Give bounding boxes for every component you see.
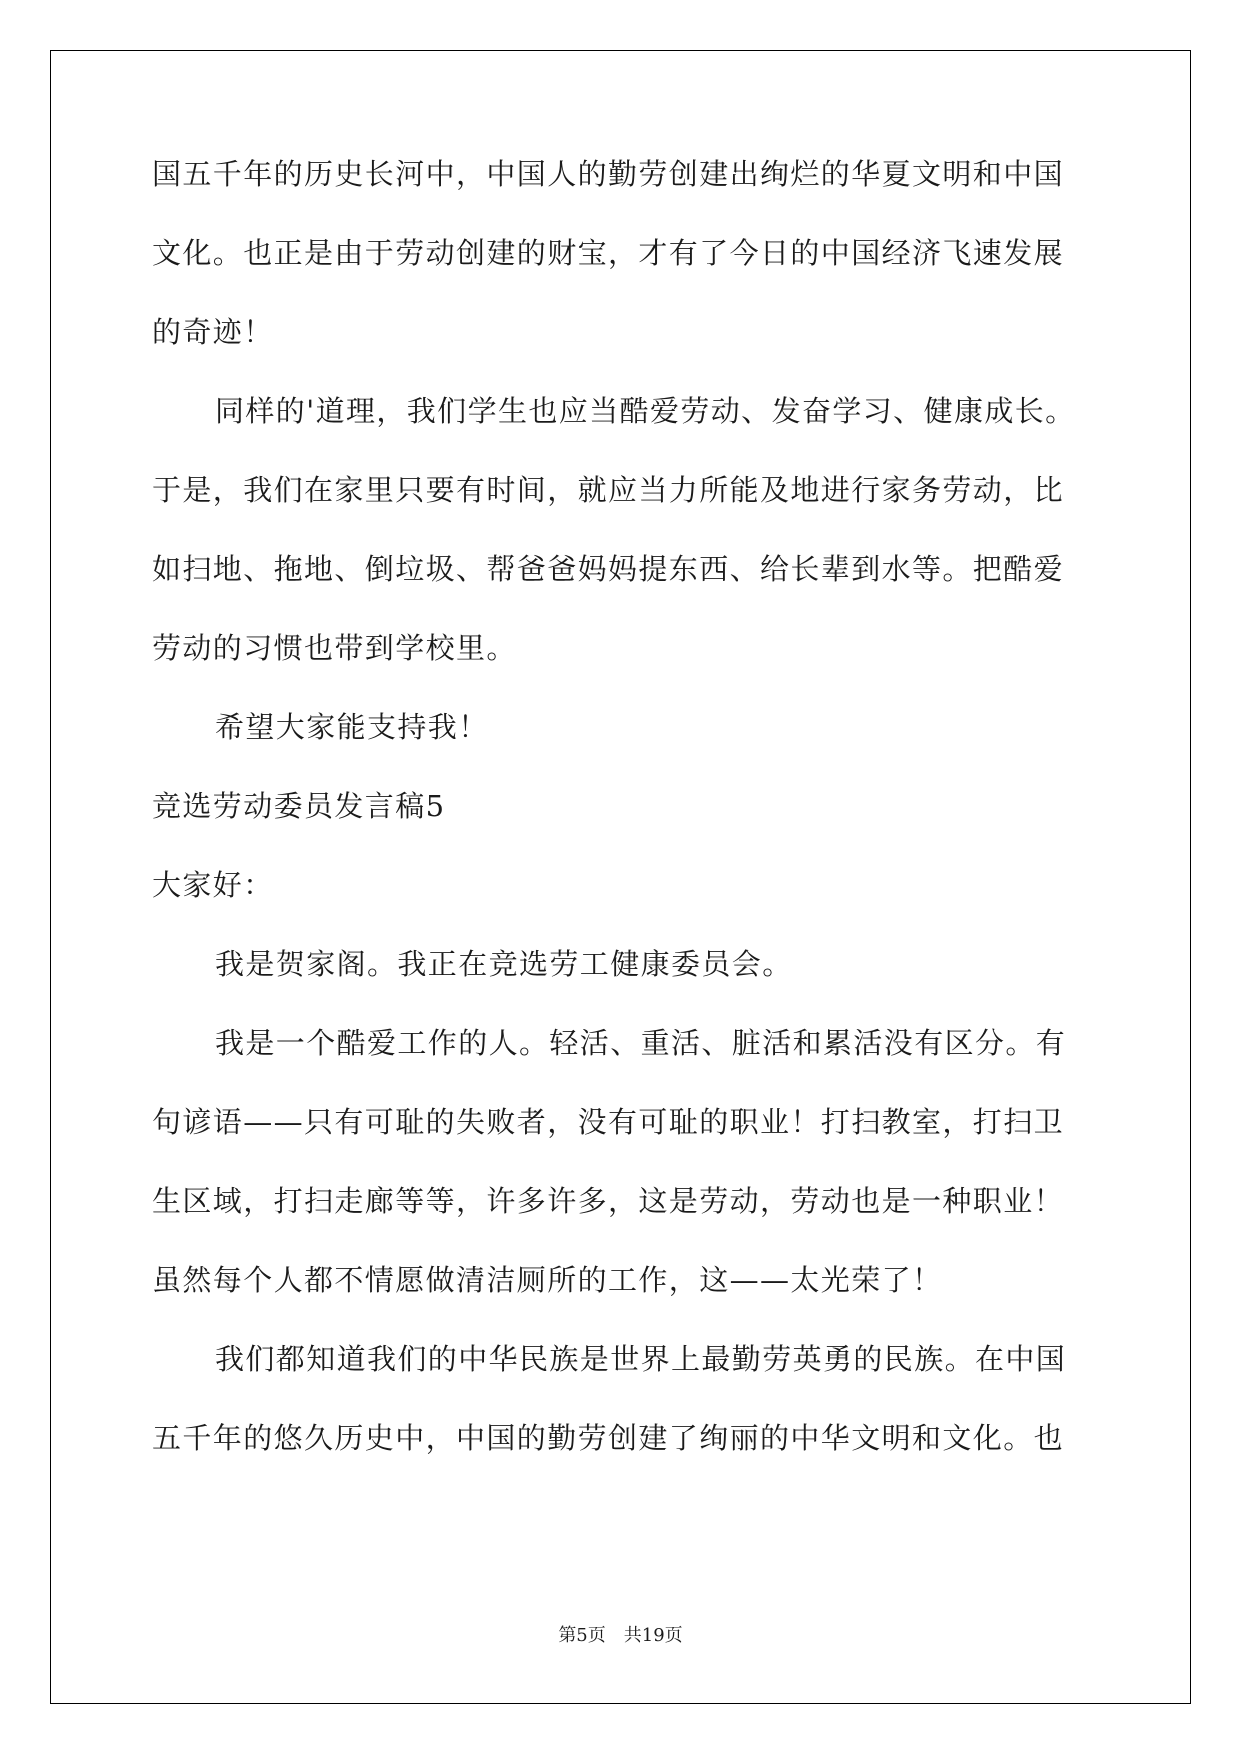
text-line: 文化。也正是由于劳动创建的财宝，才有了今日的中国经济飞速发展 [152, 236, 1065, 270]
page-number: 第5页 共19页 [558, 1625, 683, 1646]
salutation: 大家好： [152, 868, 274, 902]
text-line: 句谚语——只有可耻的失败者，没有可耻的职业！打扫教室，打扫卫 [152, 1105, 1065, 1139]
text-line: 国五千年的历史长河中，中国人的勤劳创建出绚烂的华夏文明和中国 [152, 157, 1065, 191]
text-line: 的奇迹！ [152, 315, 274, 349]
text-line: 同样的'道理，我们学生也应当酷爱劳动、发奋学习、健康成长。 [215, 394, 1076, 428]
text-line: 虽然每个人都不情愿做清洁厕所的工作，这——太光荣了！ [152, 1263, 943, 1297]
section-heading: 竞选劳动委员发言稿5 [152, 789, 446, 823]
text-line: 我是贺家阁。我正在竞选劳工健康委员会。 [215, 947, 793, 981]
text-line: 如扫地、拖地、倒垃圾、帮爸爸妈妈提东西、给长辈到水等。把酷爱 [152, 552, 1065, 586]
text-line: 劳动的习惯也带到学校里。 [152, 631, 517, 665]
text-line: 希望大家能支持我！ [215, 710, 489, 744]
text-line: 我是一个酷爱工作的人。轻活、重活、脏活和累活没有区分。有 [215, 1026, 1067, 1060]
text-line: 生区域，打扫走廊等等，许多许多，这是劳动，劳动也是一种职业！ [152, 1184, 1065, 1218]
text-line: 于是，我们在家里只要有时间，就应当力所能及地进行家务劳动，比 [152, 473, 1065, 507]
text-line: 五千年的悠久历史中，中国的勤劳创建了绚丽的中华文明和文化。也 [152, 1421, 1065, 1455]
document-body [152, 157, 1092, 1503]
text-line: 我们都知道我们的中华民族是世界上最勤劳英勇的民族。在中国 [215, 1342, 1067, 1376]
